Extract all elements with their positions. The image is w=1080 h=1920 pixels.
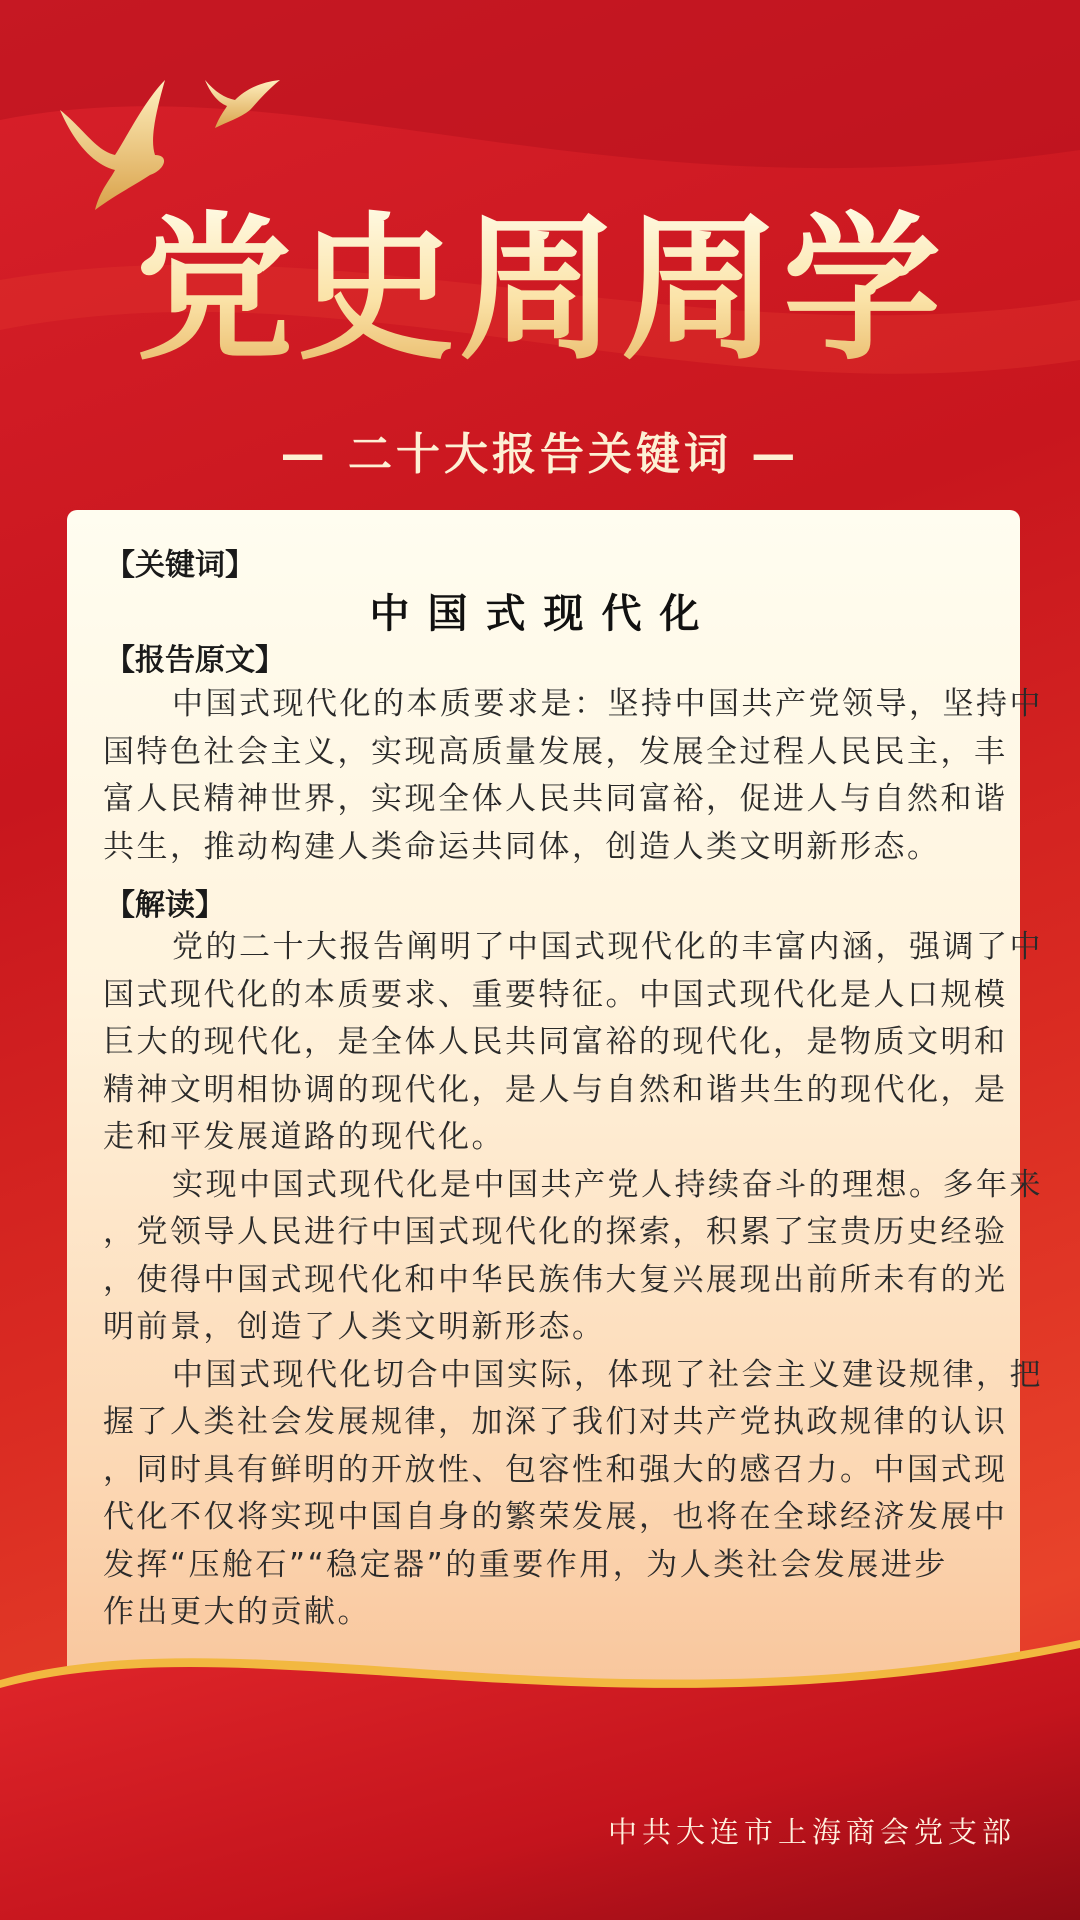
- bottom-wave-decoration: [0, 1620, 1080, 1920]
- paragraph-line: ，使得中国式现代化和中华民族伟大复兴展现出前所未有的光: [103, 1261, 1008, 1298]
- paragraph-line: 明前景，创造了人类文明新形态。: [103, 1309, 606, 1345]
- paragraph-line: 巨大的现代化，是全体人民共同富裕的现代化，是物质文明和: [103, 1024, 1008, 1060]
- paragraph-line: ，同时具有鲜明的开放性、包容性和强大的感召力。中国式现: [103, 1451, 1008, 1488]
- paragraph-line: 富人民精神世界，实现全体人民共同富裕，促进人与自然和谐: [103, 781, 1008, 817]
- content-card: [67, 510, 1043, 1710]
- page-title: 党史周周学: [0, 200, 1080, 380]
- paragraph-line: 国式现代化的本质要求、重要特征。中国式现代化是人口规模: [103, 976, 1008, 1013]
- paragraph-line: 实现中国式现代化是中国共产党人持续奋斗的理想。多年来: [172, 1166, 1043, 1203]
- paragraph-line: 发挥“压舱石”“稳定器”的重要作用，为人类社会发展进步: [103, 1546, 948, 1583]
- paragraph-line: 国特色社会主义，实现高质量发展，发展全过程人民民主，丰: [103, 733, 1008, 770]
- paragraph-line: 走和平发展道路的现代化。: [103, 1119, 505, 1155]
- paragraph-line: 作出更大的贡献。: [103, 1594, 371, 1630]
- keyword-heading: 【关键词】: [105, 548, 255, 583]
- page-subtitle: — 二十大报告关键词 —: [280, 429, 800, 480]
- paragraph-line: 精神文明相协调的现代化，是人与自然和谐共生的现代化，是: [103, 1071, 1008, 1108]
- paragraph-line: 共生，推动构建人类命运共同体，创造人类文明新形态。: [103, 828, 941, 865]
- paragraph-line: 中国式现代化切合中国实际，体现了社会主义建设规律，把: [172, 1356, 1043, 1393]
- paragraph-line: 握了人类社会发展规律，加深了我们对共产党执政规律的认识: [103, 1404, 1008, 1440]
- paragraph-line: 党的二十大报告阐明了中国式现代化的丰富内涵，强调了中: [172, 929, 1043, 965]
- original-heading: 【报告原文】: [105, 643, 285, 678]
- paragraph-line: 代化不仅将实现中国自身的繁荣发展，也将在全球经济发展中: [103, 1499, 1008, 1535]
- paragraph-line: ，党领导人民进行中国式现代化的探索，积累了宝贵历史经验: [103, 1214, 1008, 1250]
- paragraph-line: 中国式现代化的本质要求是：坚持中国共产党领导，坚持中: [172, 686, 1043, 722]
- keyword-title: 中国式现代化: [369, 591, 718, 637]
- footer-organization: 中共大连市上海商会党支部: [607, 1815, 1016, 1849]
- interpretation-heading: 【解读】: [105, 888, 225, 923]
